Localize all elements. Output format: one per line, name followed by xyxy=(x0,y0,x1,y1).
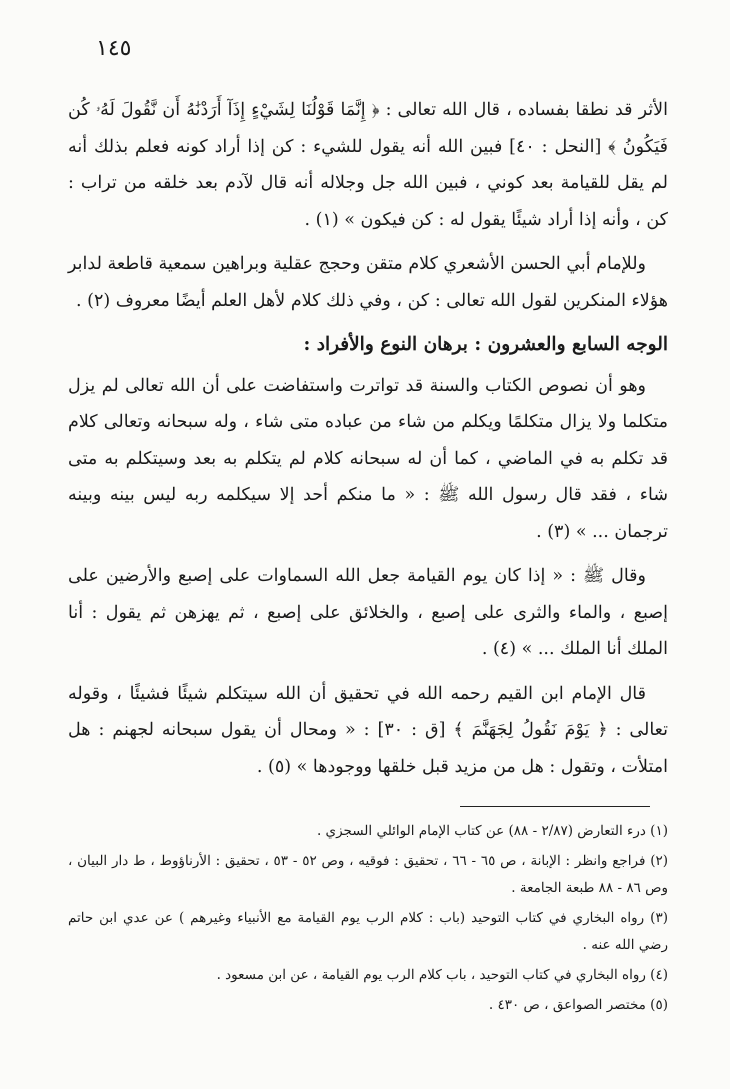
footnote-3: (٣) رواه البخاري في كتاب التوحيد (باب : كلام الرب يوم القيامة مع الأنبياء وغيرهم ) عن عدي ابن حاتم رضي الله عنه . xyxy=(68,910,668,953)
paragraph-2: وللإمام أبي الحسن الأشعري كلام متقن وحجج عقلية وبراهين سمعية قاطعة لدابر هؤلاء المنكرين لقول الله تعالى : كن ، وفي ذلك كلام لأهل العلم أيضًا معروف (٢) . xyxy=(68,254,668,311)
footnotes xyxy=(68,818,668,1022)
paragraph-5: قال الإمام ابن القيم رحمه الله في تحقيق أن الله سيتكلم شيئًا فشيئًا ، وقوله تعالى : ﴿ يَوْمَ نَقُولُ لِجَهَنَّمَ ﴾ [ق : ٣٠] : « ومحال أن يقول سبحانه لجهنم : هل امتلأت ، وتقول : هل من مزيد قبل خلقها ووجودها » (٥) . xyxy=(68,683,668,777)
paragraph-4: وقال ﷺ : « إذا كان يوم القيامة جعل الله السماوات على إصبع والأرضين على إصبع ، والماء والثرى على إصبع ، والخلائق على إصبع ، ثم يهزهن ثم يقول : أنا الملك أنا الملك ... » (٤) . xyxy=(68,566,668,659)
paragraph-3: وهو أن نصوص الكتاب والسنة قد تواترت واستفاضت على أن الله تعالى لم يزل متكلما ولا يزال متكلمًا ويكلم من شاء من عباده متى شاء ، وله سبحانه وتعالى كلام قد تكلم به في الماضي ، كما أن له سبحانه كلام لم يتكلم به بعد وسيتكلم به متى شاء ، فقد قال رسول الله ﷺ : « ما منكم أحد إلا سيكلمه ربه ليس بينه وبينه ترجمان ... » (٣) . xyxy=(68,375,668,542)
page-number: ١٤٥ xyxy=(96,36,132,61)
footnote-separator xyxy=(460,806,650,807)
footnote-5: (٥) مختصر الصواعق ، ص ٤٣٠ . xyxy=(488,997,668,1013)
footnote-1: (١) درء التعارض (٢/٨٧ - ٨٨) عن كتاب الإمام الوائلي السجزي . xyxy=(316,823,668,839)
section-heading: الوجه السابع والعشرون : برهان النوع والأفراد : xyxy=(303,334,668,355)
main-text xyxy=(68,92,668,793)
footnote-2: (٢) فراجع وانظر : الإبانة ، ص ٦٥ - ٦٦ ، تحقيق : فوقيه ، وص ٥٢ - ٥٣ ، تحقيق : الأرناؤوط ، ط دار البيان ، وص ٨٦ - ٨٨ طبعة الجامعة . xyxy=(68,853,669,896)
footnote-4: (٤) رواه البخاري في كتاب التوحيد ، باب كلام الرب يوم القيامة ، عن ابن مسعود . xyxy=(216,967,668,983)
paragraph-1: الأثر قد نطقا بفساده ، قال الله تعالى : ﴿ إِنَّمَا قَوْلُنَا لِشَيْءٍ إِذَآ أَرَدْنَٰهُ أَن نَّقُولَ لَهُۥ كُن فَيَكُونُ ﴾ [النحل : ٤٠] فبين الله أنه يقول للشيء : كن إذا أراد كونه فعلم بذلك أنه لم يقل للقيامة بعد كوني ، فبين الله جل وجلاله أنه قال لآدم بعد خلقه من تراب : كن ، وأنه إذا أراد شيئًا يقول له : كن فيكون » (١) . xyxy=(68,100,668,230)
